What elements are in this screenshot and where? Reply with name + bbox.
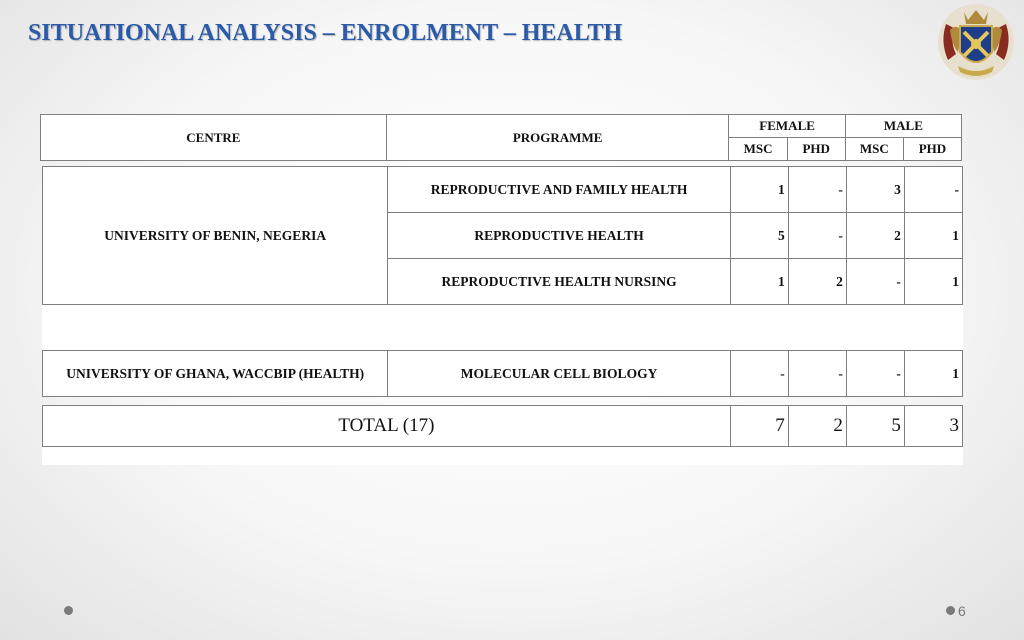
- female-phd-cell: -: [788, 213, 846, 259]
- programme-cell: REPRODUCTIVE HEALTH: [388, 213, 730, 259]
- ghana-group-table: [42, 350, 963, 397]
- total-label: TOTAL (17): [43, 406, 731, 447]
- header-centre: CENTRE: [41, 115, 387, 161]
- table-spacer: [42, 305, 963, 351]
- female-msc-cell: 1: [730, 167, 788, 213]
- male-phd-cell: 1: [904, 351, 962, 397]
- total-male-msc: 5: [846, 406, 904, 447]
- footer-dot-right: [946, 606, 955, 615]
- total-male-phd: 3: [904, 406, 962, 447]
- total-female-msc: 7: [730, 406, 788, 447]
- total-row: [43, 406, 963, 447]
- male-msc-cell: 3: [846, 167, 904, 213]
- programme-cell: REPRODUCTIVE AND FAMILY HEALTH: [388, 167, 730, 213]
- header-male-phd: PHD: [903, 138, 961, 161]
- table-row: [43, 167, 963, 213]
- female-phd-cell: 2: [788, 259, 846, 305]
- centre-cell: UNIVERSITY OF BENIN, NEGERIA: [43, 167, 388, 305]
- female-phd-cell: -: [788, 351, 846, 397]
- total-female-phd: 2: [788, 406, 846, 447]
- male-msc-cell: 2: [846, 213, 904, 259]
- enrolment-table-header: [40, 114, 962, 161]
- centre-cell: UNIVERSITY OF GHANA, WACCBIP (HEALTH): [43, 351, 388, 397]
- slide-title: SITUATIONAL ANALYSIS – ENROLMENT – HEALTH: [28, 20, 623, 46]
- header-female-msc: MSC: [729, 138, 787, 161]
- female-msc-cell: 5: [730, 213, 788, 259]
- university-crest-icon: [936, 2, 1016, 82]
- male-msc-cell: -: [846, 351, 904, 397]
- female-msc-cell: -: [730, 351, 788, 397]
- programme-cell: REPRODUCTIVE HEALTH NURSING: [388, 259, 730, 305]
- female-phd-cell: -: [788, 167, 846, 213]
- page-number: 6: [958, 603, 966, 619]
- benin-group-table: [42, 166, 963, 305]
- header-programme: PROGRAMME: [386, 115, 729, 161]
- male-phd-cell: -: [904, 167, 962, 213]
- total-table: [42, 405, 963, 447]
- table-footer-spacer: [42, 446, 963, 465]
- male-phd-cell: 1: [904, 259, 962, 305]
- male-msc-cell: -: [846, 259, 904, 305]
- table-row: [43, 351, 963, 397]
- programme-cell: MOLECULAR CELL BIOLOGY: [388, 351, 730, 397]
- header-male: MALE: [845, 115, 961, 138]
- footer-dot-left: [64, 606, 73, 615]
- male-phd-cell: 1: [904, 213, 962, 259]
- header-male-msc: MSC: [845, 138, 903, 161]
- female-msc-cell: 1: [730, 259, 788, 305]
- header-female: FEMALE: [729, 115, 845, 138]
- header-female-phd: PHD: [787, 138, 845, 161]
